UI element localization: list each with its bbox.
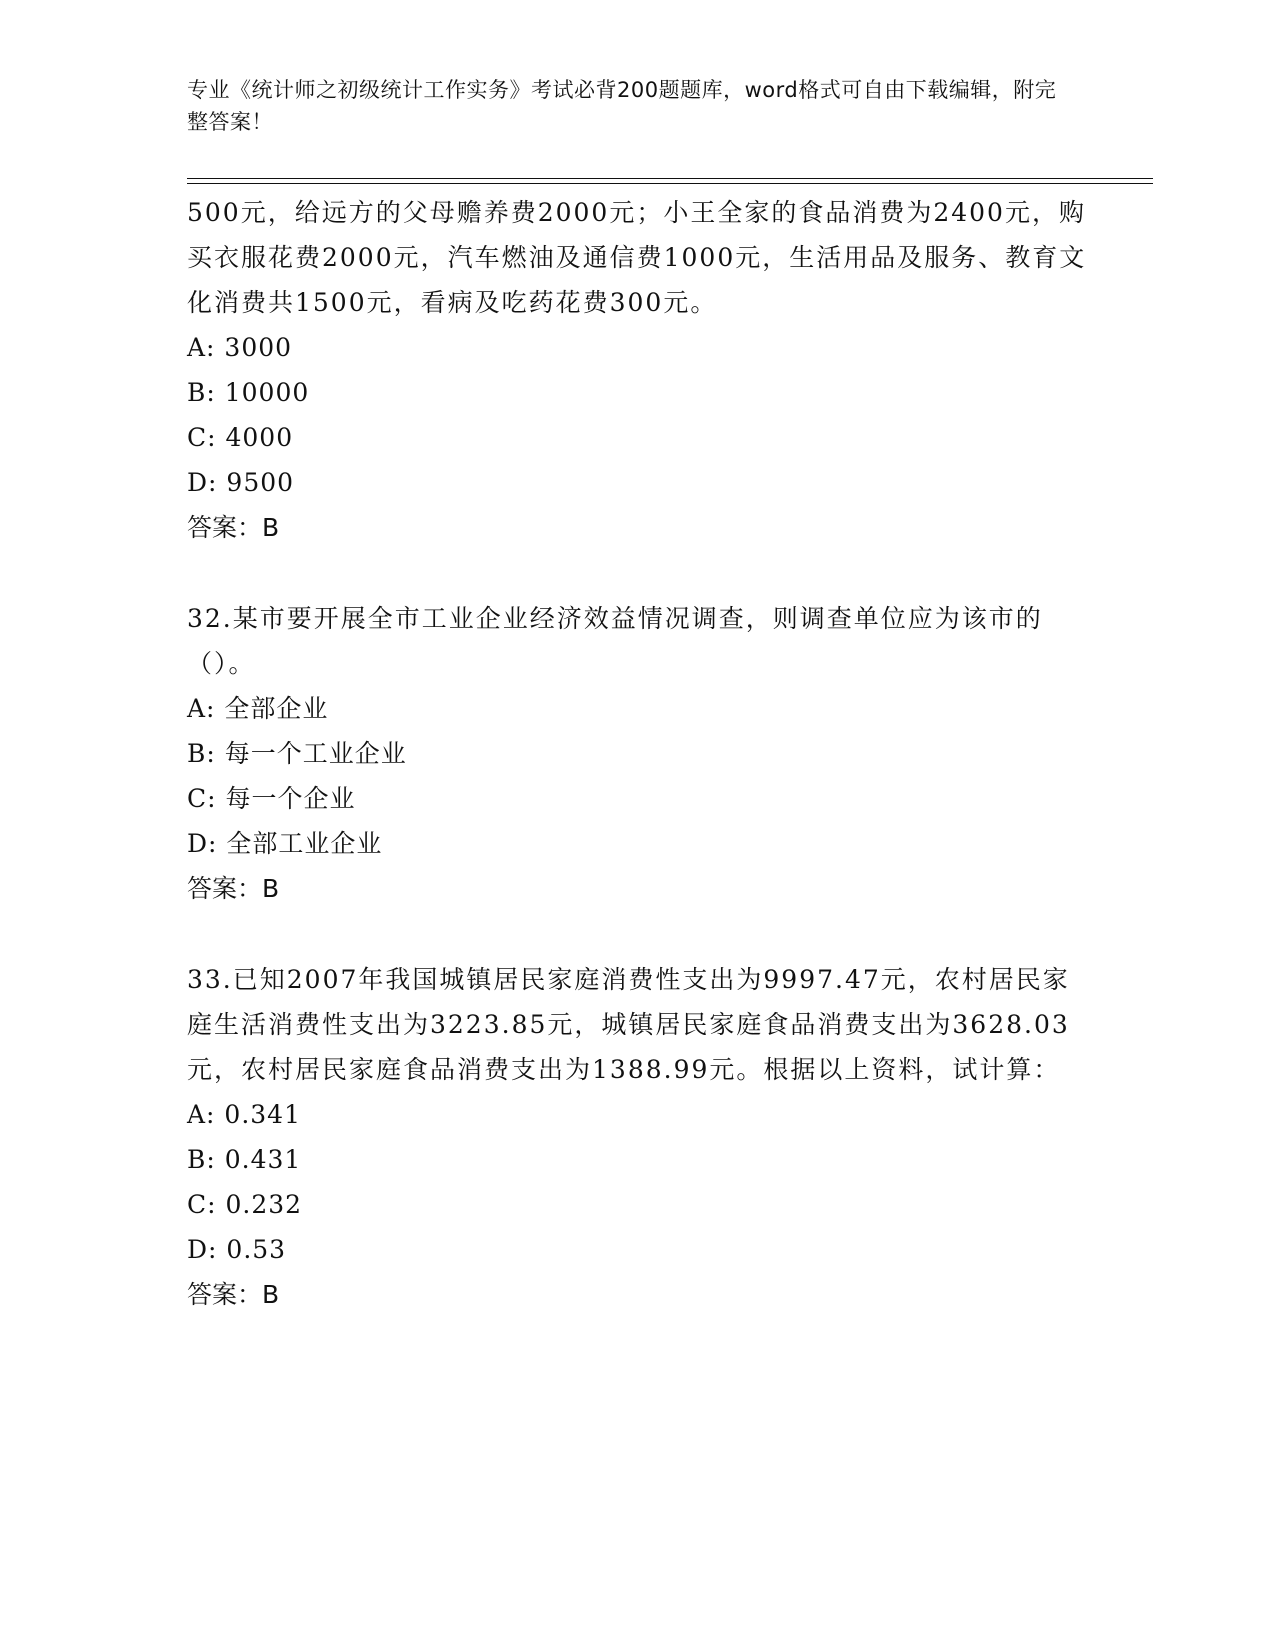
option-c: C: 0.232 (187, 1190, 303, 1219)
spacer (187, 550, 1087, 596)
option-a: A: 全部企业 (187, 694, 329, 723)
option-d: D: 全部工业企业 (187, 829, 383, 858)
option-c: C: 4000 (187, 423, 294, 452)
option-d: D: 9500 (187, 468, 295, 497)
question-block (187, 957, 1087, 1317)
question-block (187, 190, 1087, 550)
option-c: C: 每一个企业 (187, 784, 356, 813)
question-block (187, 596, 1087, 911)
option-a: A: 0.341 (187, 1100, 301, 1129)
option-b: B: 0.431 (187, 1145, 302, 1174)
option-d: D: 0.53 (187, 1235, 287, 1264)
spacer (187, 911, 1087, 957)
page-header: 专业《统计师之初级统计工作实务》考试必背200题题库，word格式可自由下载编辑，附完整答案！ (187, 78, 1057, 134)
document-body (187, 190, 1087, 1317)
question-stem: 32.某市要开展全市工业企业经济效益情况调查，则调查单位应为该市的（）。 (187, 604, 1043, 678)
question-stem: 33.已知2007年我国城镇居民家庭消费性支出为9997.47元，农村居民家庭生活消费性支出为3223.85元，城镇居民家庭食品消费支出为3628.03元，农村居民家庭食品消费支出为1388.99元。根据以上资料，试计算： (187, 965, 1070, 1084)
option-b: B: 10000 (187, 378, 310, 407)
question-stem: 500元，给远方的父母赡养费2000元；小王全家的食品消费为2400元，购买衣服花费2000元，汽车燃油及通信费1000元，生活用品及服务、教育文化消费共1500元，看病及吃药花费300元。 (187, 198, 1087, 317)
answer-line: 答案：B (187, 513, 280, 542)
answer-line: 答案：B (187, 874, 280, 903)
option-b: B: 每一个工业企业 (187, 739, 407, 768)
answer-line: 答案：B (187, 1280, 280, 1309)
header-rule-top (187, 178, 1153, 179)
header-rule-bottom (187, 183, 1153, 184)
option-a: A: 3000 (187, 333, 293, 362)
